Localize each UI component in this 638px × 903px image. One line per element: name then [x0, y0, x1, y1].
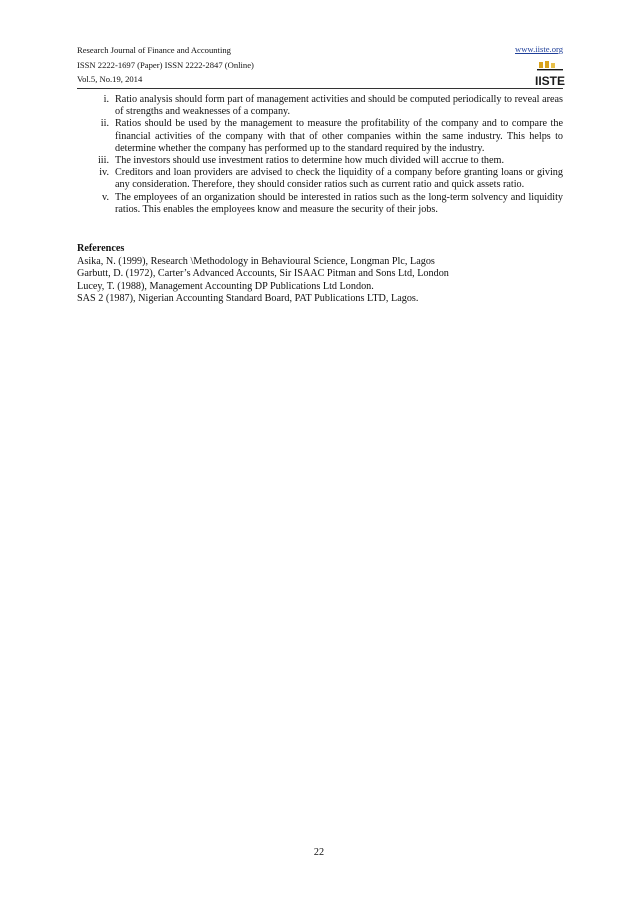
volume-line: Vol.5, No.19, 2014 [77, 74, 143, 84]
issn-line: ISSN 2222-1697 (Paper) ISSN 2222-2847 (Online) [77, 59, 254, 70]
list-item-text: Creditors and loan providers are advised to check the liquidity of a company before granting loans or giving any consideration. Therefore, they should consider ratios such as current ratio and quick assets ratio. [115, 167, 563, 191]
list-item [77, 192, 563, 216]
list-item [77, 94, 563, 118]
list-item-text: The employees of an organization should be interested in ratios such as the long-term solvency and liquidity ratios. This enables the employees know and measure the security of their jobs. [115, 191, 563, 215]
list-item-number: iv. [99, 167, 109, 179]
references-section [77, 243, 563, 306]
list-item-text: The investors should use investment ratios to determine how much divided will accrue to them. [115, 155, 505, 167]
references-list [77, 256, 563, 306]
reference-entry: Lucey, T. (1988), Management Accounting DP Publications Ltd London. [77, 280, 374, 292]
list-item-number: iii. [97, 155, 109, 167]
page-header [77, 44, 566, 88]
list-item [77, 167, 563, 191]
list-item-number: ii. [100, 118, 109, 130]
journal-url-link[interactable]: www.iiste.org [515, 44, 563, 54]
list-item [77, 155, 563, 167]
list-item-number: i. [103, 94, 109, 105]
recommendations-list [77, 94, 563, 216]
svg-text:IISTE: IISTE [534, 74, 566, 88]
list-item-text: Ratios should be used by the management to measure the profitability of the company and to compare the financial activities of the company with that of other companies within the same industry. This helps to determine whether the company has performed up to the standard required by the industry. [115, 118, 563, 154]
list-item [77, 118, 563, 155]
iiste-logo [534, 61, 566, 88]
reference-entry: SAS 2 (1987), Nigerian Accounting Standard Board, PAT Publications LTD, Lagos. [77, 293, 419, 305]
references-heading: References [77, 243, 125, 254]
journal-title: Research Journal of Finance and Accounting [77, 45, 231, 55]
page-number: 22 [313, 847, 325, 858]
header-divider [77, 88, 563, 89]
reference-entry: Asika, N. (1999), Research \Methodology in Behavioural Science, Longman Plc, Lagos [77, 255, 435, 267]
list-item-text: Ratio analysis should form part of management activities and should be computed periodically to reveal areas of strengths and weaknesses of a company. [115, 94, 563, 118]
reference-entry: Garbutt, D. (1972), Carter’s Advanced Accounts, Sir ISAAC Pitman and Sons Ltd, London [77, 268, 449, 280]
list-item-number: v. [102, 191, 109, 203]
